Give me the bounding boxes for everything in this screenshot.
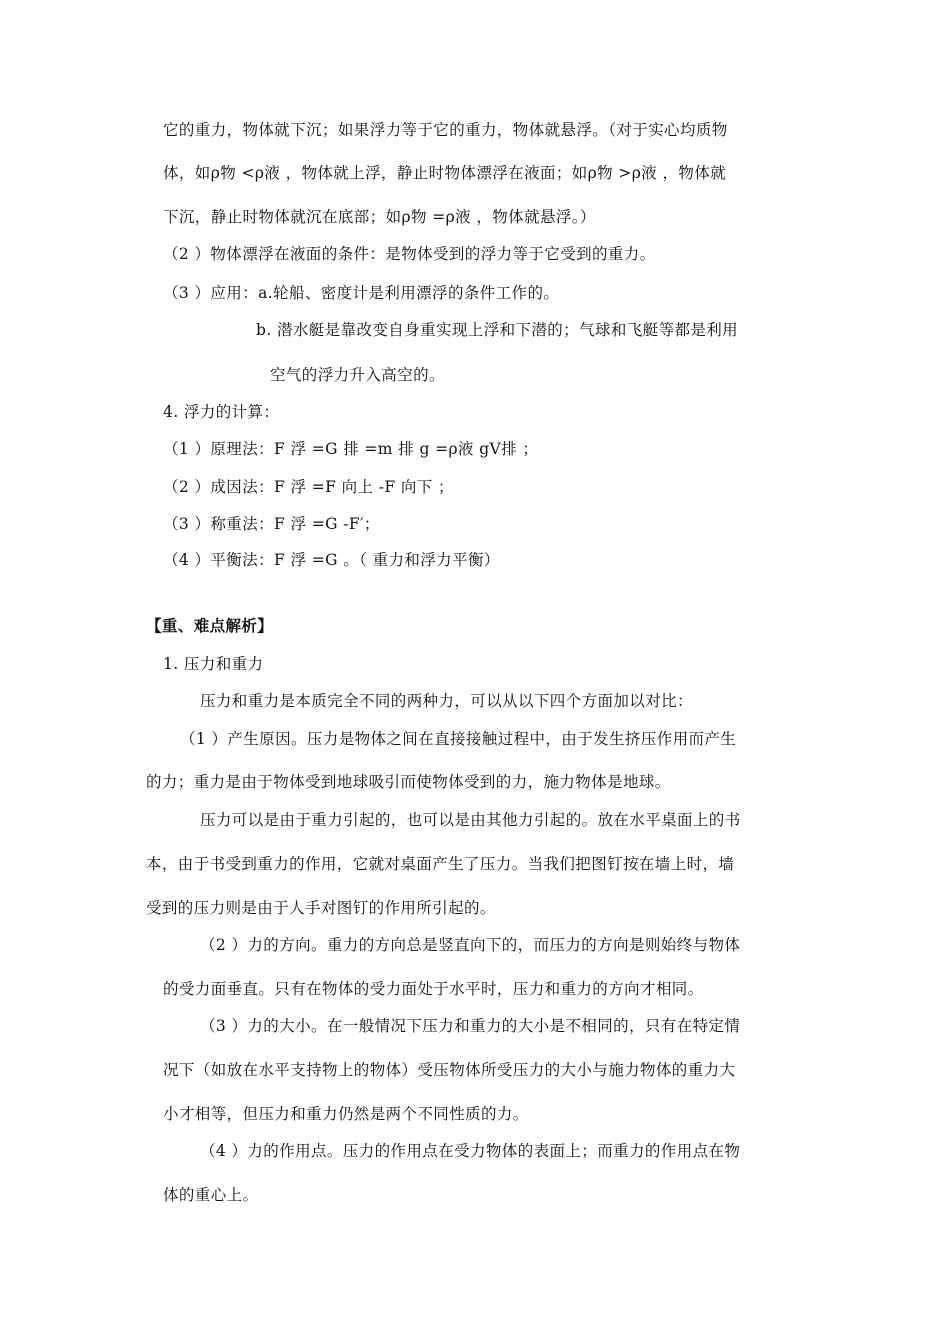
text-line: 4. 浮力的计算： <box>163 403 280 421</box>
text-line: 体的重心上。 <box>163 1186 259 1204</box>
text-line: 压力可以是由于重力引起的，也可以是由其他力引起的。放在水平桌面上的书 <box>200 811 741 829</box>
text-line: （2 ）物体漂浮在液面的条件：是物体受到的浮力等于它受到的重力。 <box>163 245 656 263</box>
text-line: 的受力面垂直。只有在物体的受力面处于水平时，压力和重力的方向才相同。 <box>163 980 704 998</box>
text-line: 它的重力，物体就下沉；如果浮力等于它的重力，物体就悬浮。（对于实心均质物 <box>163 121 728 139</box>
text-line: 受到的压力则是由于人手对图钉的作用所引起的。 <box>146 899 496 917</box>
text-line: （2 ）成因法：F 浮 =F 向上 -F 向下 ； <box>163 478 454 496</box>
text-line: （3 ）力的大小。在一般情况下压力和重力的大小是不相同的，只有在特定情 <box>200 1017 741 1035</box>
text-line: （1 ）原理法：F 浮 =G 排 =m 排 g =ρ液 gV排 ； <box>163 440 539 458</box>
text-line: （1 ）产生原因。压力是物体之间在直接接触过程中，由于发生挤压作用而产生 <box>180 730 737 748</box>
text-line: （4 ）力的作用点。压力的作用点在受力物体的表面上；而重力的作用点在物 <box>200 1142 741 1160</box>
text-line: （3 ）应用：a.轮船、密度计是利用漂浮的条件工作的。 <box>163 284 560 302</box>
text-line: 压力和重力是本质完全不同的两种力，可以从以下四个方面加以对比： <box>200 692 693 710</box>
text-line: 小才相等，但压力和重力仍然是两个不同性质的力。 <box>163 1105 529 1123</box>
text-line: b. 潜水艇是靠改变自身重实现上浮和下潜的；气球和飞艇等都是利用 <box>256 321 739 339</box>
section-heading: 【重、难点解析】 <box>146 617 274 635</box>
text-line: 况下（如放在水平支持物上的物体）受压物体所受压力的大小与施力物体的重力大 <box>163 1061 736 1079</box>
text-line: 的力；重力是由于物体受到地球吸引而使物体受到的力，施力物体是地球。 <box>146 773 671 791</box>
text-line: 空气的浮力升入高空的。 <box>270 366 445 384</box>
text-line: （4 ）平衡法：F 浮 =G 。（ 重力和浮力平衡） <box>163 551 500 569</box>
text-line: 下沉，静止时物体就沉在底部；如ρ物 =ρ液 ，物体就悬浮。） <box>163 208 596 226</box>
text-line: 1. 压力和重力 <box>163 655 264 673</box>
text-line: 本，由于书受到重力的作用，它就对桌面产生了压力。当我们把图钉按在墙上时，墙 <box>146 855 735 873</box>
text-line: 体，如ρ物 <ρ液 ，物体就上浮，静止时物体漂浮在液面；如ρ物 >ρ液 ，物体就 <box>163 164 727 182</box>
text-line: （2 ）力的方向。重力的方向总是竖直向下的，而压力的方向是则始终与物体 <box>200 936 741 954</box>
text-line: （3 ）称重法：F 浮 =G -F′； <box>163 515 380 533</box>
